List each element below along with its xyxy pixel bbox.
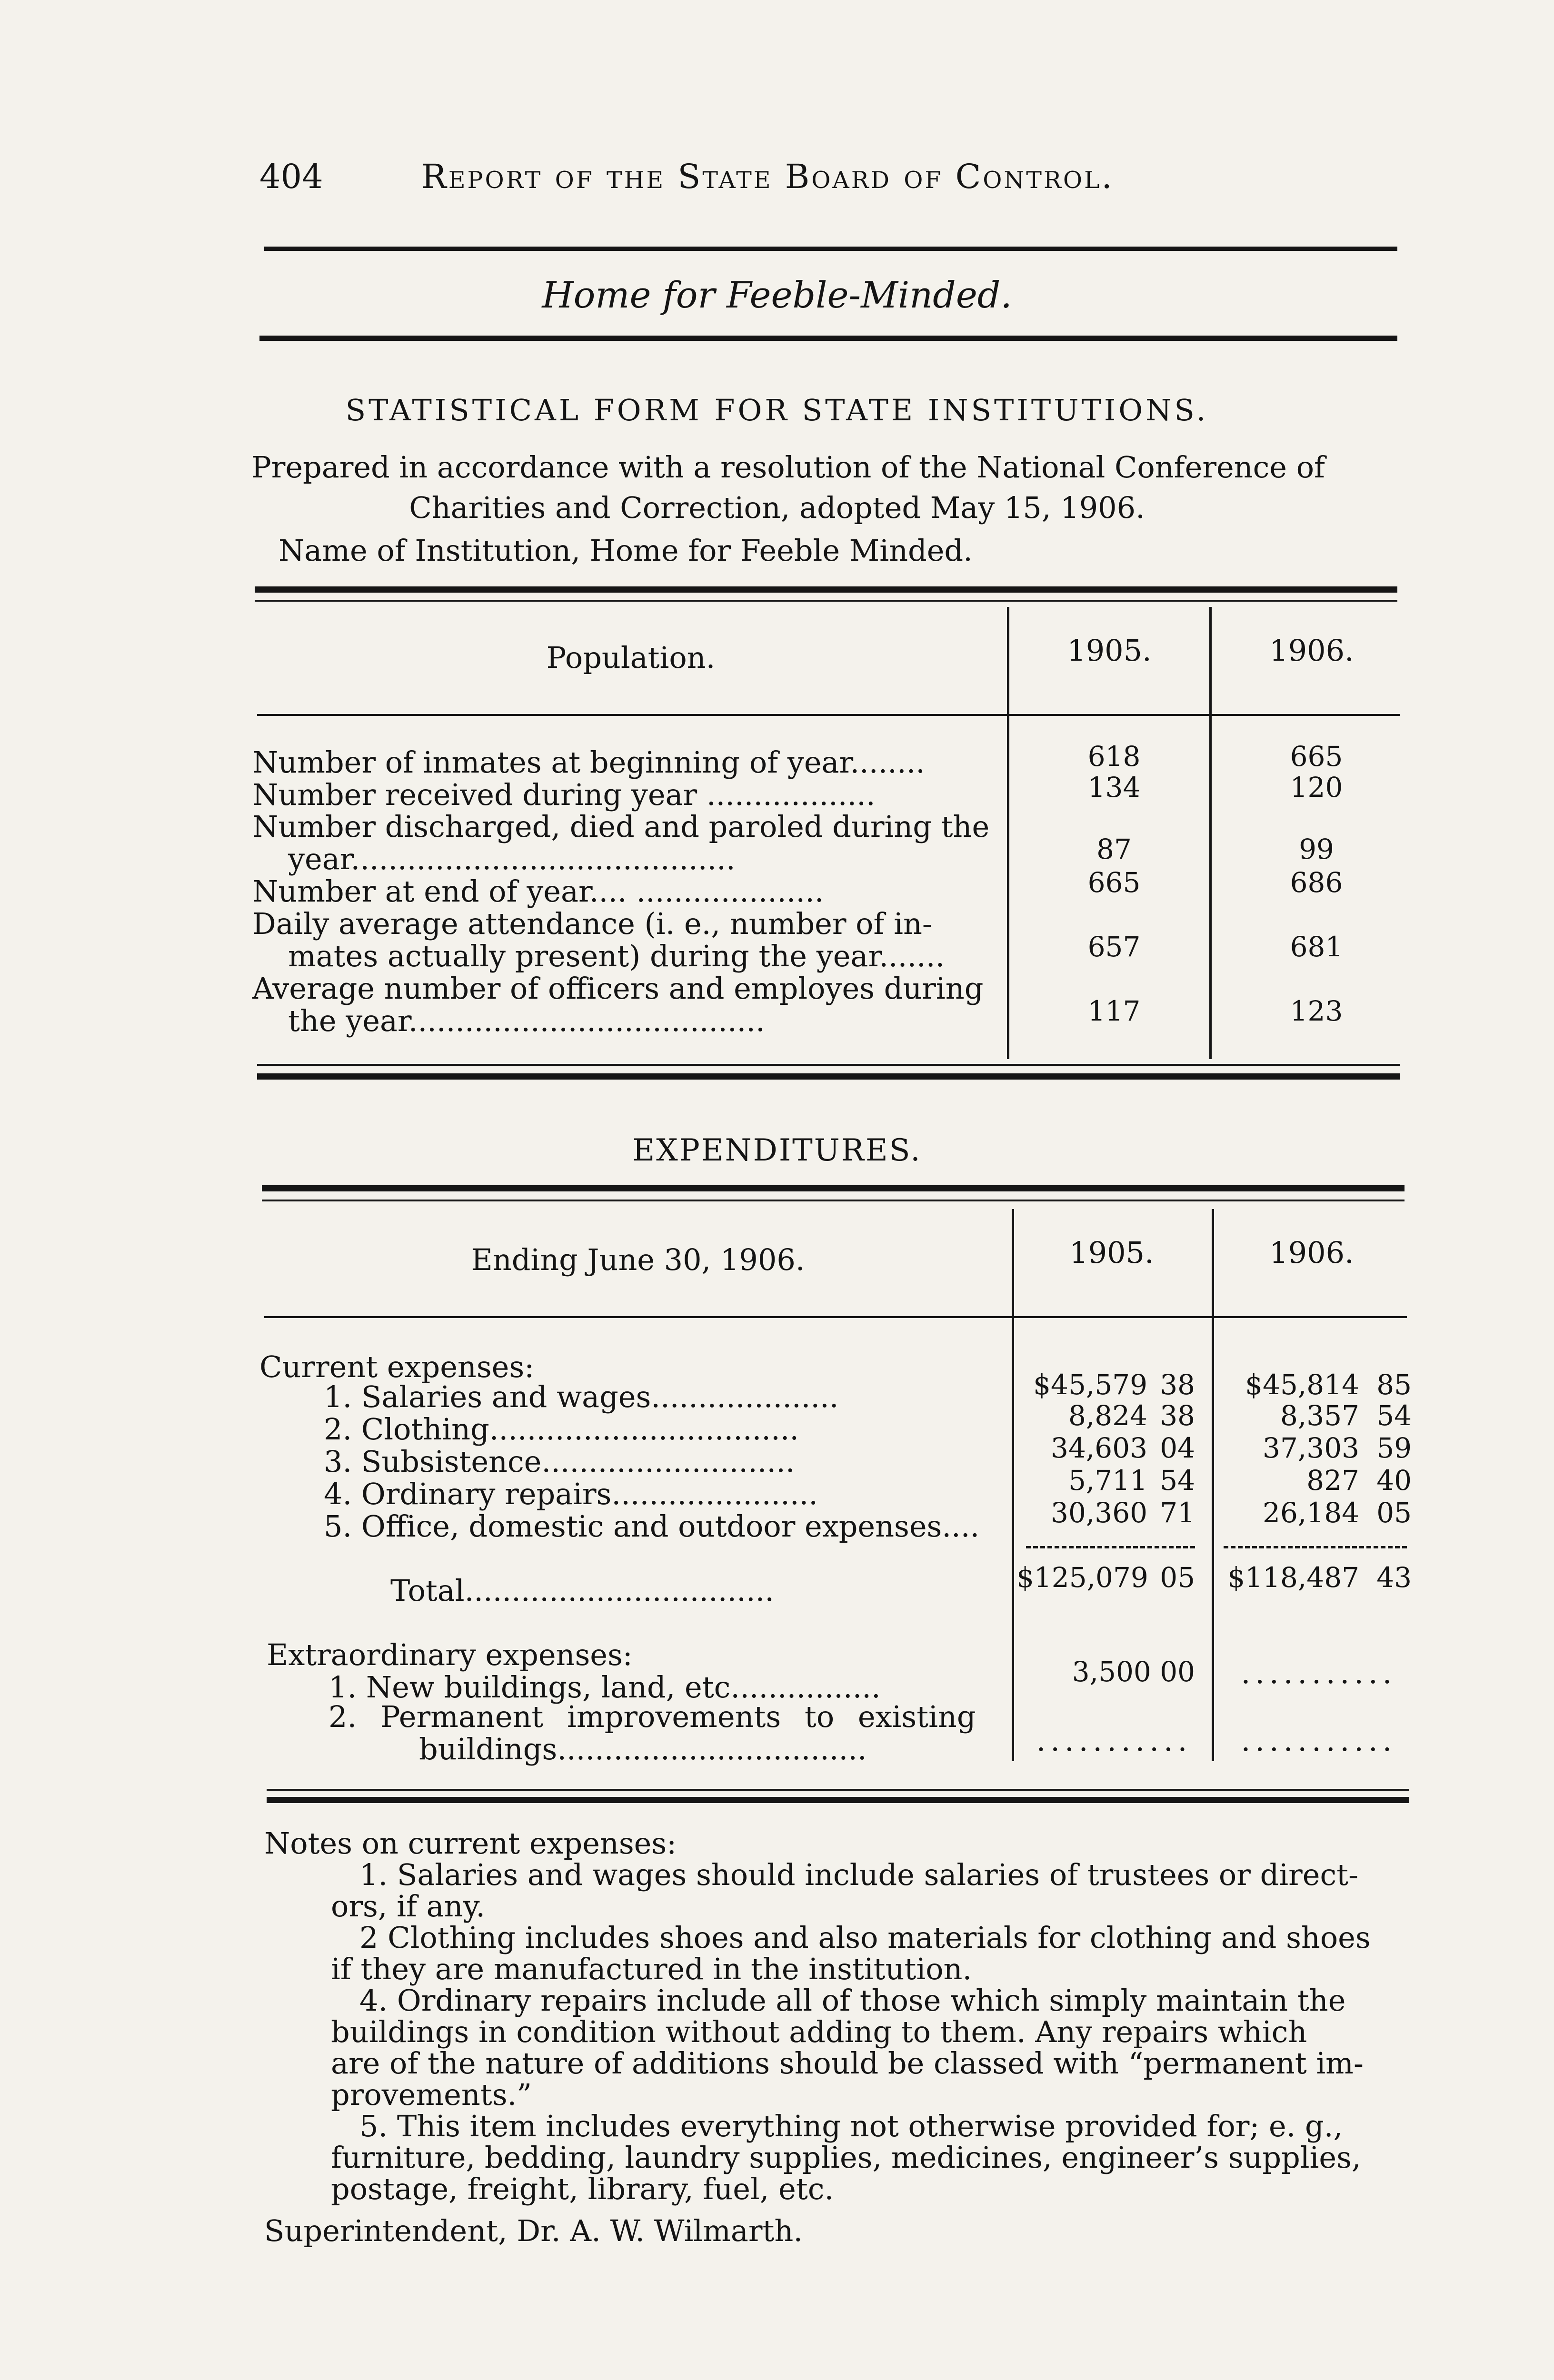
total-1905-dollars: $125,079: [1016, 1561, 1148, 1594]
note-4-line-2: buildings in condition without adding to them. Any repairs which: [331, 2014, 1307, 2049]
population-header-rule: [257, 714, 1400, 716]
value-1905: 618: [1087, 740, 1141, 773]
value-1905-cents: 71: [1160, 1497, 1195, 1529]
population-top-rule-thin: [255, 600, 1397, 602]
note-1-line-1: 1. Salaries and wages should include salaries of trustees or direct-: [359, 1857, 1359, 1892]
value-1906-dollars: 37,303: [1263, 1432, 1359, 1464]
population-year-1906: 1906.: [1269, 633, 1354, 668]
row-label: Number at end of year.... ....................: [252, 874, 824, 909]
running-title: Report of the State Board of Control.: [421, 157, 1114, 196]
row-label: Daily average attendance (i. e., number of in-: [252, 906, 932, 941]
row-label: Number of inmates at beginning of year........: [252, 745, 925, 780]
total-1905-cents: 05: [1160, 1561, 1195, 1594]
value-1906: ...........: [1241, 1723, 1397, 1758]
expenditures-header: Ending June 30, 1906.: [471, 1242, 805, 1277]
expenditures-year-1905: 1905.: [1069, 1235, 1154, 1270]
prepared-line-1: Prepared in accordance with a resolution of the National Conference of: [251, 450, 1325, 485]
note-5-line-1: 5. This item includes everything not otherwise provided for; e. g.,: [359, 2109, 1343, 2143]
value-1905-cents: 04: [1160, 1432, 1195, 1464]
value-1906-dollars: 8,357: [1280, 1399, 1359, 1432]
value-1905-dollars: 30,360: [1051, 1497, 1147, 1529]
value-1906-dollars: $45,814: [1245, 1368, 1359, 1401]
value-1905-dollars: 34,603: [1051, 1432, 1147, 1464]
value-1905-cents: 38: [1160, 1399, 1195, 1432]
expenditures-header-rule: [264, 1316, 1407, 1318]
prepared-line-2: Charities and Correction, adopted May 15, 1906.: [409, 490, 1145, 525]
sum-line-1906: [1224, 1546, 1407, 1548]
row-label: Number discharged, died and paroled during the: [252, 809, 990, 844]
row-label: 2. Permanent improvements to existing: [329, 1699, 976, 1734]
note-4-line-1: 4. Ordinary repairs include all of those which simply maintain the: [359, 1983, 1346, 2018]
section-heading: Home for Feeble-Minded.: [542, 274, 1012, 316]
form-title: STATISTICAL FORM FOR STATE INSTITUTIONS.: [345, 393, 1209, 427]
institution-name: Name of Institution, Home for Feeble Minded.: [279, 533, 973, 568]
value-1905-dollars: $45,579: [1033, 1368, 1147, 1401]
value-1906-cents: 59: [1376, 1432, 1412, 1464]
value-1905: 657: [1087, 931, 1141, 963]
total-label: Total.................................: [390, 1573, 774, 1608]
value-1905: ...........: [1036, 1723, 1192, 1758]
subtitle-rule: [259, 336, 1397, 341]
row-label: 2. Clothing.................................: [324, 1412, 799, 1447]
current-expenses-label: Current expenses:: [259, 1349, 535, 1384]
row-label: Average number of officers and employes during: [252, 971, 984, 1006]
row-label: 5. Office, domestic and outdoor expenses....: [324, 1509, 980, 1544]
expenditures-top-rule-thick: [262, 1185, 1405, 1191]
value-1905: 665: [1087, 866, 1141, 899]
row-label: 1. New buildings, land, etc................: [329, 1670, 881, 1705]
value-1906: 686: [1290, 866, 1343, 899]
note-4-line-3: are of the nature of additions should be classed with “permanent im-: [331, 2046, 1364, 2081]
total-1906-dollars: $118,487: [1227, 1561, 1359, 1594]
value-1905-cents: 54: [1160, 1464, 1195, 1497]
value-1905-cents: 38: [1160, 1368, 1195, 1401]
population-bottom-rule-thin: [257, 1064, 1400, 1066]
value-1906: 123: [1290, 995, 1343, 1027]
expenditures-bottom-rule-thick: [267, 1797, 1409, 1803]
page-number: 404: [259, 157, 323, 196]
value-1906-cents: 54: [1376, 1399, 1412, 1432]
value-1906: 665: [1290, 740, 1343, 773]
value-1905: 3,500 00: [1072, 1656, 1195, 1688]
value-1905-dollars: 8,824: [1068, 1399, 1147, 1432]
value-1906: ...........: [1241, 1656, 1397, 1690]
notes: [264, 1828, 1431, 2205]
note-5-line-3: postage, freight, library, fuel, etc.: [331, 2172, 834, 2206]
value-1906: 681: [1290, 931, 1343, 963]
row-label-continued: the year......................................: [288, 1003, 765, 1038]
note-2-line-2: if they are manufactured in the institution.: [331, 1952, 972, 1986]
value-1906: 120: [1290, 771, 1343, 803]
expenditures-title: EXPENDITURES.: [632, 1133, 922, 1168]
row-label-continued: year.........................................: [288, 842, 736, 876]
row-label: Number received during year ..................: [252, 777, 876, 812]
value-1906-cents: 05: [1376, 1497, 1412, 1529]
row-label: 1. Salaries and wages....................: [324, 1379, 839, 1414]
expenditures-year-1906: 1906.: [1269, 1235, 1354, 1270]
superintendent: Superintendent, Dr. A. W. Wilmarth.: [264, 2213, 803, 2248]
population-bottom-rule-thick: [257, 1073, 1400, 1080]
row-label-continued: mates actually present) during the year.......: [288, 939, 945, 973]
value-1906-dollars: 26,184: [1263, 1497, 1359, 1529]
value-1905: 134: [1087, 771, 1141, 803]
expenditures-col-divider-1: [1012, 1209, 1014, 1761]
note-4-line-4: provements.”: [331, 2077, 532, 2112]
total-1906-cents: 43: [1376, 1561, 1412, 1594]
row-label-continued: buildings.................................: [419, 1732, 867, 1766]
value-1906-cents: 85: [1376, 1368, 1412, 1401]
value-1905-dollars: 5,711: [1068, 1464, 1147, 1497]
expenditures-bottom-rule-thin: [267, 1789, 1409, 1791]
value-1905: 87: [1096, 833, 1132, 865]
value-1906-cents: 40: [1376, 1464, 1412, 1497]
note-2-line-1: 2 Clothing includes shoes and also materials for clothing and shoes: [359, 1920, 1371, 1955]
extraordinary-expenses-label: Extraordinary expenses:: [267, 1637, 633, 1672]
value-1906: 99: [1299, 833, 1334, 865]
notes-heading: Notes on current expenses:: [264, 1826, 677, 1861]
value-1905: 117: [1087, 995, 1141, 1027]
expenditures-top-rule-thin: [262, 1200, 1405, 1201]
sum-line-1905: [1026, 1546, 1195, 1548]
value-1906-dollars: 827: [1306, 1464, 1359, 1497]
row-label: 3. Subsistence...........................: [324, 1444, 795, 1479]
population-top-rule-thick: [255, 586, 1397, 593]
header-rule: [264, 247, 1397, 251]
population-year-1905: 1905.: [1067, 633, 1152, 668]
expenditures-col-divider-2: [1212, 1209, 1214, 1761]
population-col-divider-1: [1007, 607, 1009, 1059]
note-1-line-2: ors, if any.: [331, 1889, 486, 1924]
population-header: Population.: [546, 640, 716, 675]
row-label: 4. Ordinary repairs......................: [324, 1477, 818, 1511]
note-5-line-2: furniture, bedding, laundry supplies, medicines, engineer’s supplies,: [331, 2140, 1361, 2175]
